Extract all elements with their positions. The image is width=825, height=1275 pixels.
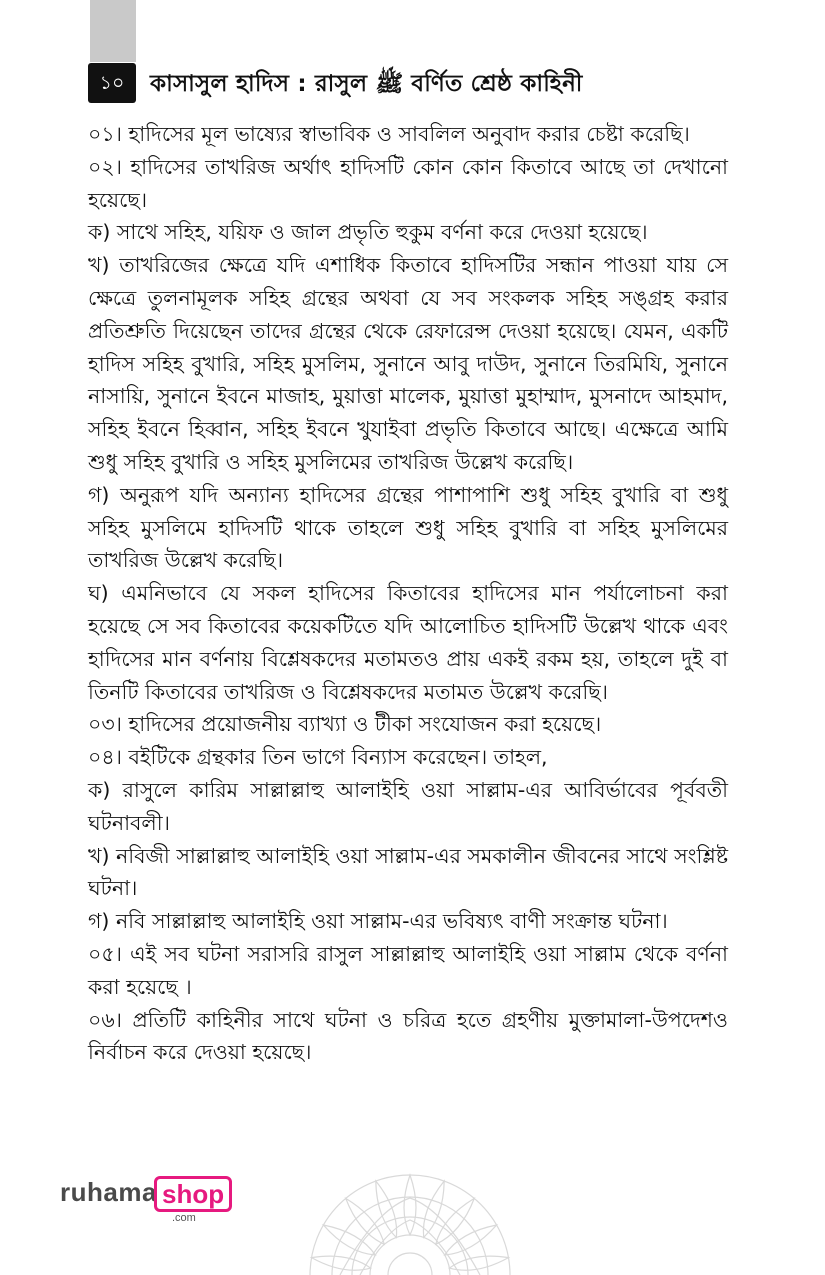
- paragraph-05: ০৫। এই সব ঘটনা সরাসরি রাসুল সাল্লাল্লাহু আলাইহি ওয়া সাল্লাম থেকে বর্ণনা করা হয়েছে ।: [88, 941, 728, 999]
- logo-brand-left: ruhama: [60, 1177, 157, 1207]
- mandala-ornament-icon: [300, 1160, 520, 1275]
- paragraph-03: ০৩। হাদিসের প্রয়োজনীয় ব্যাখ্যা ও টীকা সংযোজন করা হয়েছে।: [88, 712, 602, 737]
- paragraph-02-ga: গ) অনুরূপ যদি অন্যান্য হাদিসের গ্রন্থের পাশাপাশি শুধু সহিহ বুখারি বা শুধু সহিহ মুসলিমে হাদিসটি থাকে তাহলে শুধু সহিহ বুখারি বা সহিহ মুসলিমের তাখরিজ উল্লেখ করেছি।: [88, 482, 728, 573]
- paragraph-02-ka: ক) সাথে সহিহ, যয়িফ ও জাল প্রভৃতি হুকুম বর্ণনা করে দেওয়া হয়েছে।: [88, 220, 648, 245]
- logo-domain: .com: [172, 1212, 196, 1224]
- paragraph-04-ka: ক) রাসুলে কারিম সাল্লাল্লাহু আলাইহি ওয়া সাল্লাম-এর আবির্ভাবের পূর্ববতী ঘটনাবলী।: [88, 777, 728, 835]
- paragraph-04-kha: খ) নবিজী সাল্লাল্লাহু আলাইহি ওয়া সাল্লাম-এর সমকালীন জীবনের সাথে সংশ্লিষ্ট ঘটনা।: [88, 843, 728, 901]
- body-text: [88, 118, 728, 1069]
- page-number: ১০: [88, 63, 136, 103]
- paragraph-02: ০২। হাদিসের তাখরিজ অর্থাৎ হাদিসটি কোন কোন কিতাবে আছে তা দেখানো হয়েছে।: [88, 154, 728, 212]
- paragraph-04: ০৪। বইটিকে গ্রন্থকার তিন ভাগে বিন্যাস করেছেন। তাহল,: [88, 745, 548, 770]
- paragraph-04-ga: গ) নবি সাল্লাল্লাহু আলাইহি ওয়া সাল্লাম-এর ভবিষ্যৎ বাণী সংক্রান্ত ঘটনা।: [88, 909, 668, 934]
- paragraph-02-gha: ঘ) এমনিভাবে যে সকল হাদিসের কিতাবের হাদিসের মান পর্যালোচনা করা হয়েছে সে সব কিতাবের কয়েকটিতে যদি আলোচিত হাদিসটি উল্লেখ থাকে এবং হাদিসের মান বর্ণনায় বিশ্লেষকদের মতামতও প্রায় একই রকম হয়, তাহলে দুই বা তিনটি কিতাবের তাখরিজ ও বিশ্লেষকদের মতামত উল্লেখ করেছি।: [88, 581, 728, 704]
- logo-brand-right: shop: [154, 1176, 232, 1212]
- running-title: কাসাসুল হাদিস : রাসুল ﷺ বর্ণিত শ্রেষ্ঠ কাহিনী: [150, 71, 583, 97]
- paragraph-01: ০১। হাদিসের মূল ভাষ্যের স্বাভাবিক ও সাবলিল অনুবাদ করার চেষ্টা করেছি।: [88, 122, 690, 146]
- ruhamashop-logo: [60, 1175, 225, 1225]
- paragraph-06: ০৬। প্রতিটি কাহিনীর সাথে ঘটনা ও চরিত্র হতে গ্রহণীয় মুক্তামালা-উপদেশও নির্বাচন করে দেওয়া হয়েছে।: [88, 1007, 728, 1065]
- paragraph-02-kha: খ) তাখরিজের ক্ষেত্রে যদি এশাধিক কিতাবে হাদিসটির সন্ধান পাওয়া যায় সে ক্ষেত্রে তুলনামূলক সহিহ গ্রন্থের অথবা যে সব সংকলক সহিহ সঙ্গ্রহ করার প্রতিশ্রুতি দিয়েছেন তাদের গ্রন্থের থেকে রেফারেন্স দেওয়া হয়েছে। যেমন, একটি হাদিস সহিহ বুখারি, সহিহ মুসলিম, সুনানে আবু দাউদ, সুনানে তিরমিযি, সুনানে নাসায়ি, সুনানে ইবনে মাজাহ, মুয়াত্তা মালেক, মুয়াত্তা মুহাম্মাদ, মুসনাদে আহমাদ, সহিহ ইবনে হিব্বান, সহিহ ইবনে খুযাইবা প্রভৃতি কিতাবে আছে। এক্ষেত্রে আমি শুধু সহিহ বুখারি ও সহিহ মুসলিমের তাখরিজ উল্লেখ করেছি।: [88, 253, 728, 474]
- top-gray-tab: [90, 0, 136, 62]
